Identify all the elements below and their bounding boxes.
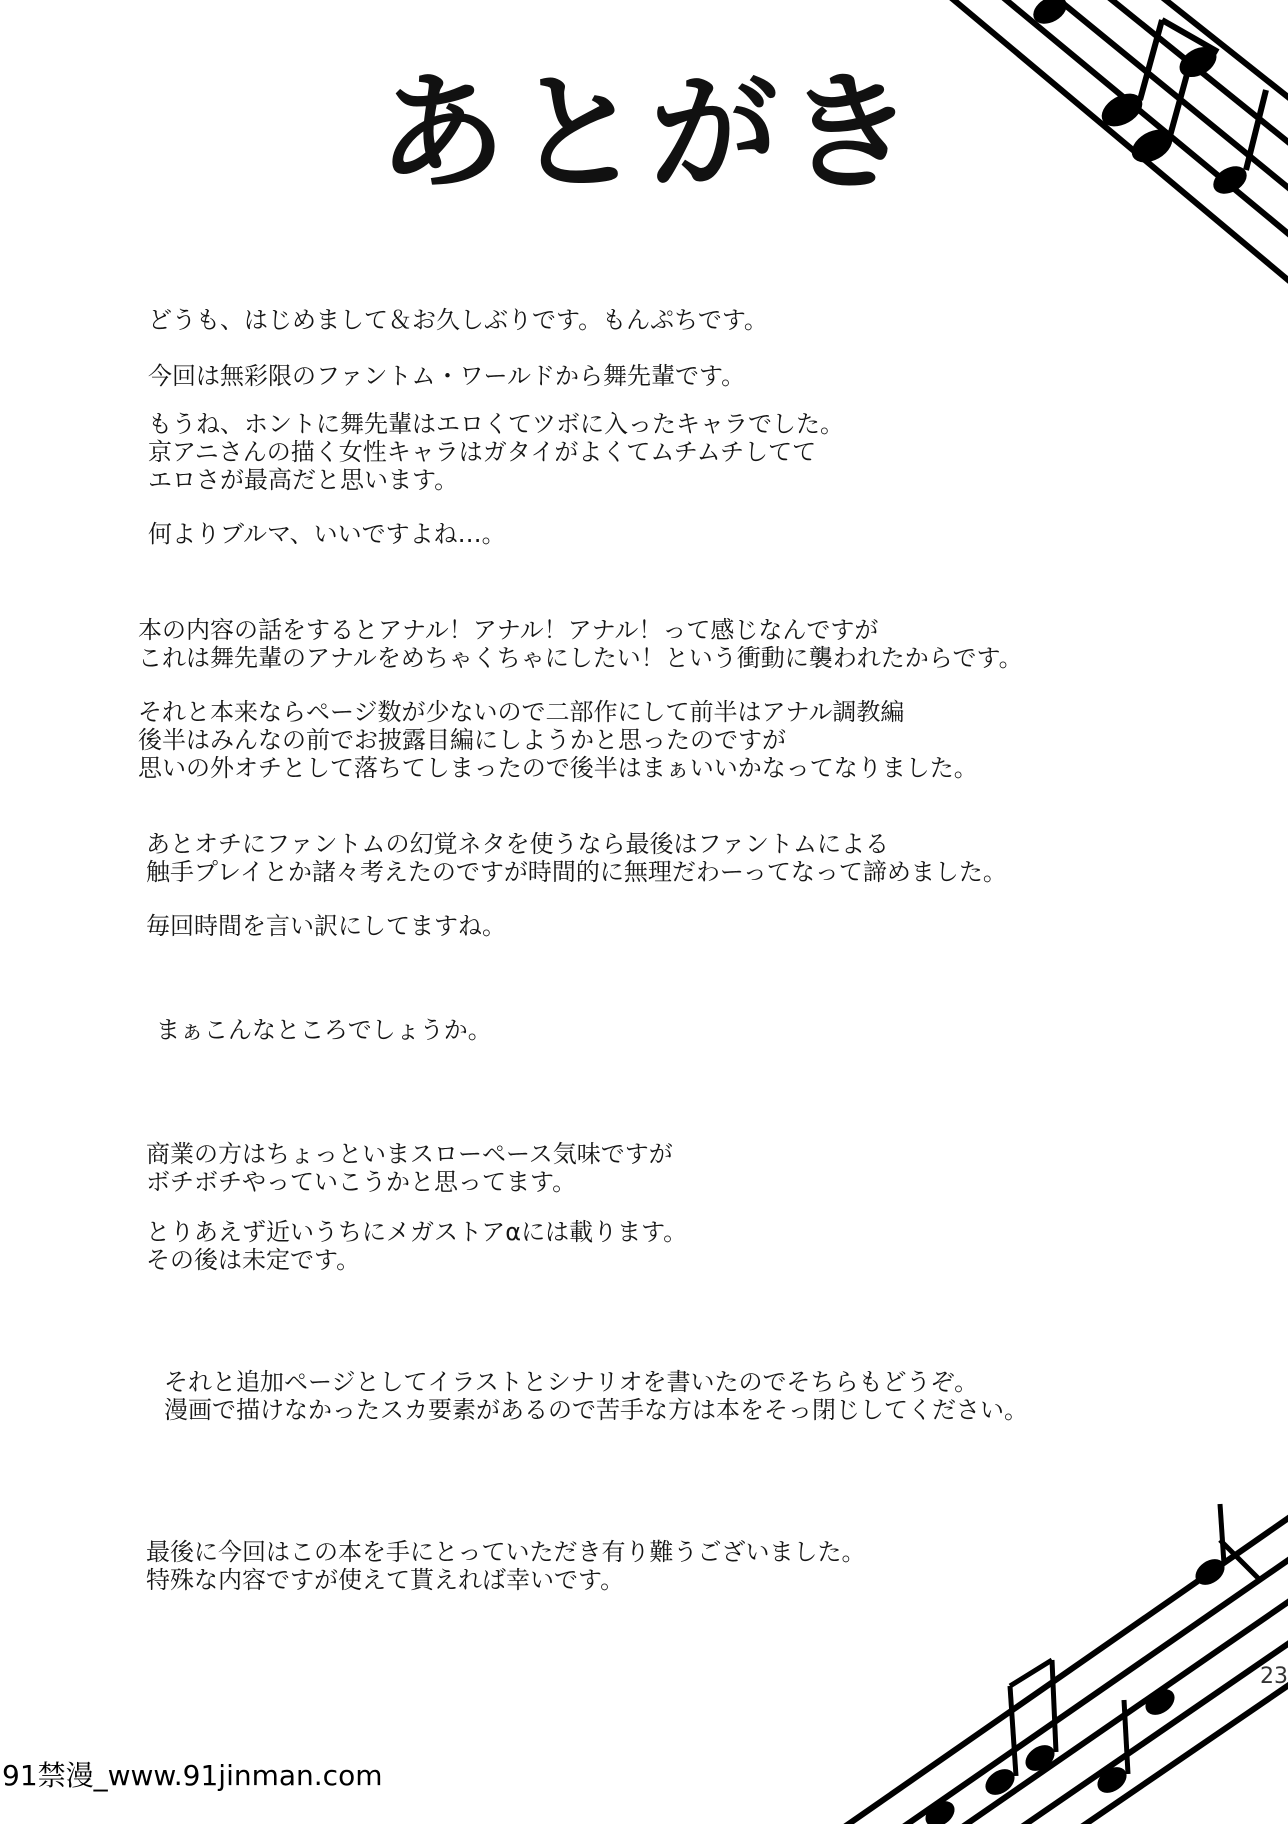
text-line: それと本来ならページ数が少ないので二部作にして前半はアナル調教編: [138, 698, 905, 726]
watermark: 91禁漫_www.91jinman.com: [0, 1756, 434, 1796]
text-line: 京アニさんの描く女性キャラはガタイがよくてムチムチしてて: [148, 438, 817, 466]
text-line: 今回は無彩限のファントム・ワールドから舞先輩です。: [148, 362, 746, 390]
text-line: 触手プレイとか諸々考えたのですが時間的に無理だわーってなって諦めました。: [146, 858, 1007, 886]
text-line: 漫画で描けなかったスカ要素があるので苦手な方は本をそっ閉じしてください。: [164, 1396, 1028, 1424]
text-line: もうね、ホントに舞先輩はエロくてツボに入ったキャラでした。: [148, 410, 844, 438]
text-line: 本の内容の話をするとアナル！アナル！アナル！って感じなんですが: [138, 616, 879, 644]
page-number: 23: [1260, 1664, 1288, 1689]
text-line: ボチボチやっていこうかと思ってます。: [146, 1168, 577, 1196]
text-line: 毎回時間を言い訳にしてますね。: [146, 912, 506, 940]
text-line: 後半はみんなの前でお披露目編にしようかと思ったのですが: [138, 726, 786, 754]
text-line: 商業の方はちょっといまスローペース気味ですが: [146, 1140, 673, 1168]
text-line: 思いの外オチとして落ちてしまったので後半はまぁいいかなってなりました。: [138, 754, 978, 782]
text-line: まぁこんなところでしょうか。: [156, 1016, 492, 1044]
text-line: 特殊な内容ですが使えて貰えれば幸いです。: [146, 1566, 625, 1594]
text-line: どうも、はじめまして＆お久しぶりです。もんぷちです。: [148, 306, 768, 334]
text-line: その後は未定です。: [146, 1246, 361, 1274]
text-line: 何よりブルマ、いいですよね…。: [148, 520, 506, 548]
text-line: あとオチにファントムの幻覚ネタを使うなら最後はファントムによる: [146, 830, 890, 858]
text-line: とりあえず近いうちにメガストアαには載ります。: [146, 1218, 688, 1246]
text-line: それと追加ページとしてイラストとシナリオを書いたのでそちらもどうぞ。: [164, 1368, 979, 1396]
text-line: これは舞先輩のアナルをめちゃくちゃにしたい！という衝動に襲われたからです。: [138, 644, 1023, 672]
text-line: エロさが最高だと思います。: [148, 466, 459, 494]
text-line: 最後に今回はこの本を手にとっていただき有り難うございました。: [146, 1538, 866, 1566]
page-title: あとがき: [378, 58, 923, 208]
